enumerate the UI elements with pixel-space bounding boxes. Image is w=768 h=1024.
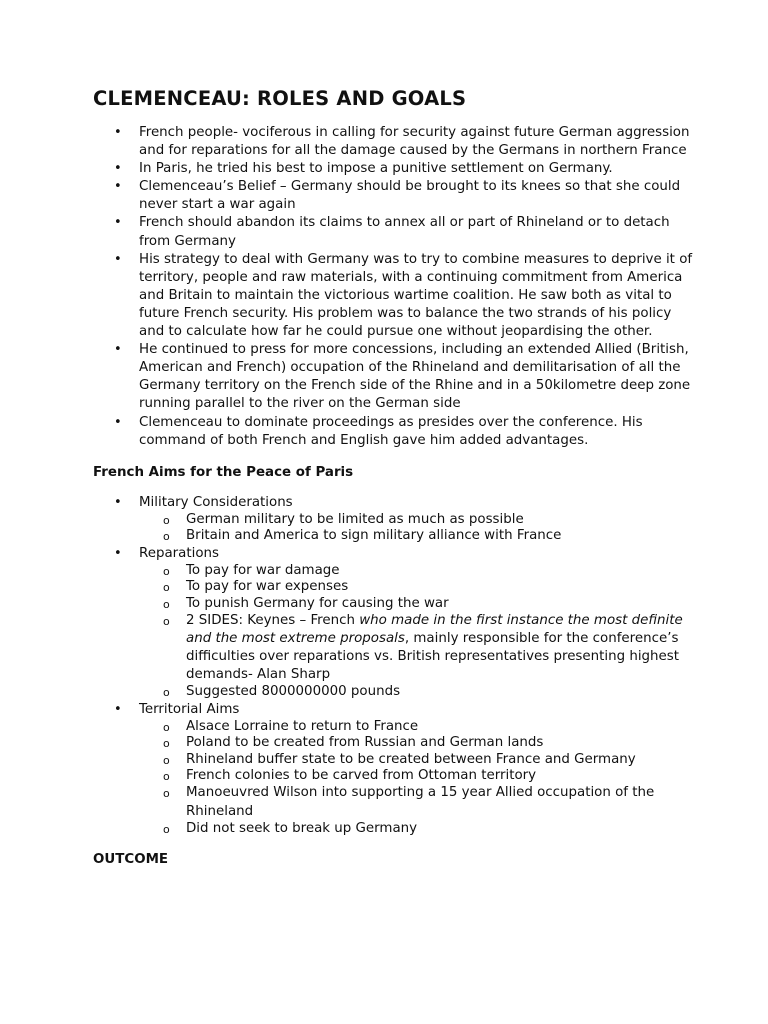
- list-item: o Did not seek to break up Germany: [139, 821, 693, 837]
- list-item: o Manoeuvred Wilson into supporting a 15 year Allied occupation of the Rhineland: [139, 784, 693, 820]
- list-item: o To pay for war expenses: [139, 579, 693, 595]
- list-item: o Poland to be created from Russian and German lands: [139, 735, 693, 751]
- territorial-sublist: [139, 719, 693, 837]
- list-item: • In Paris, he tried his best to impose a punitive settlement on Germany.: [93, 160, 693, 178]
- list-item-reparations: [93, 545, 693, 701]
- aims-list: [93, 494, 693, 837]
- list-item-territorial: [93, 701, 693, 837]
- list-item: o German military to be limited as much as possible: [139, 512, 693, 528]
- list-item: o Rhineland buffer state to be created between France and Germany: [139, 752, 693, 768]
- list-item: • Clemenceau’s Belief – Germany should be brought to its knees so that she could never start a war again: [93, 178, 693, 214]
- list-item: • Clemenceau to dominate proceedings as presides over the conference. His command of both French and English gave him added advantages.: [93, 414, 693, 450]
- list-item: o To pay for war damage: [139, 563, 693, 579]
- aims-heading: French Aims for the Peace of Paris: [93, 464, 354, 480]
- list-item-two-sides: [139, 612, 693, 684]
- page-title: CLEMENCEAU: ROLES AND GOALS: [93, 87, 467, 110]
- list-item: o Alsace Lorraine to return to France: [139, 719, 693, 735]
- sides-suffix: , mainly responsible for the conference’s difficulties over reparations vs. British representatives presenting highest demands- Alan Sharp: [186, 631, 680, 683]
- outcome-heading: OUTCOME: [93, 852, 169, 867]
- military-label: Military Considerations: [139, 494, 293, 510]
- sides-quote: who made in the first instance the most definite and the most extreme proposals: [186, 612, 683, 646]
- list-item: o To punish Germany for causing the war: [139, 596, 693, 612]
- list-item: o Suggested 8000000000 pounds: [139, 684, 693, 700]
- sides-prefix: 2 SIDES: Keynes – French: [186, 612, 360, 628]
- reparations-sublist: [139, 563, 693, 701]
- reparations-label: Reparations: [139, 545, 219, 561]
- list-item: o Britain and America to sign military alliance with France: [139, 528, 693, 544]
- territorial-label: Territorial Aims: [139, 701, 240, 717]
- roles-list: [93, 124, 693, 450]
- military-sublist: [139, 512, 693, 545]
- list-item: • His strategy to deal with Germany was to try to combine measures to deprive it of territory, people and raw materials, with a continuing commitment from America and Britain to maintain the victorious wartime coalition. He saw both as vital to future French security. His problem was to balance the two strands of his policy and to calculate how far he could pursue one without jeopardising the other.: [93, 251, 693, 341]
- list-item: • French should abandon its claims to annex all or part of Rhineland or to detach from Germany: [93, 214, 693, 250]
- list-item: • He continued to press for more concessions, including an extended Allied (British, American and French) occupation of the Rhineland and demilitarisation of all the Germany territory on the French side of the Rhine and in a 50kilometre deep zone running parallel to the river on the German side: [93, 341, 693, 413]
- document-page: [93, 86, 693, 869]
- list-item-military: [93, 494, 693, 545]
- list-item: o French colonies to be carved from Ottoman territory: [139, 768, 693, 784]
- list-item: • French people- vociferous in calling for security against future German aggression and for reparations for all the damage caused by the Germans in northern France: [93, 124, 693, 160]
